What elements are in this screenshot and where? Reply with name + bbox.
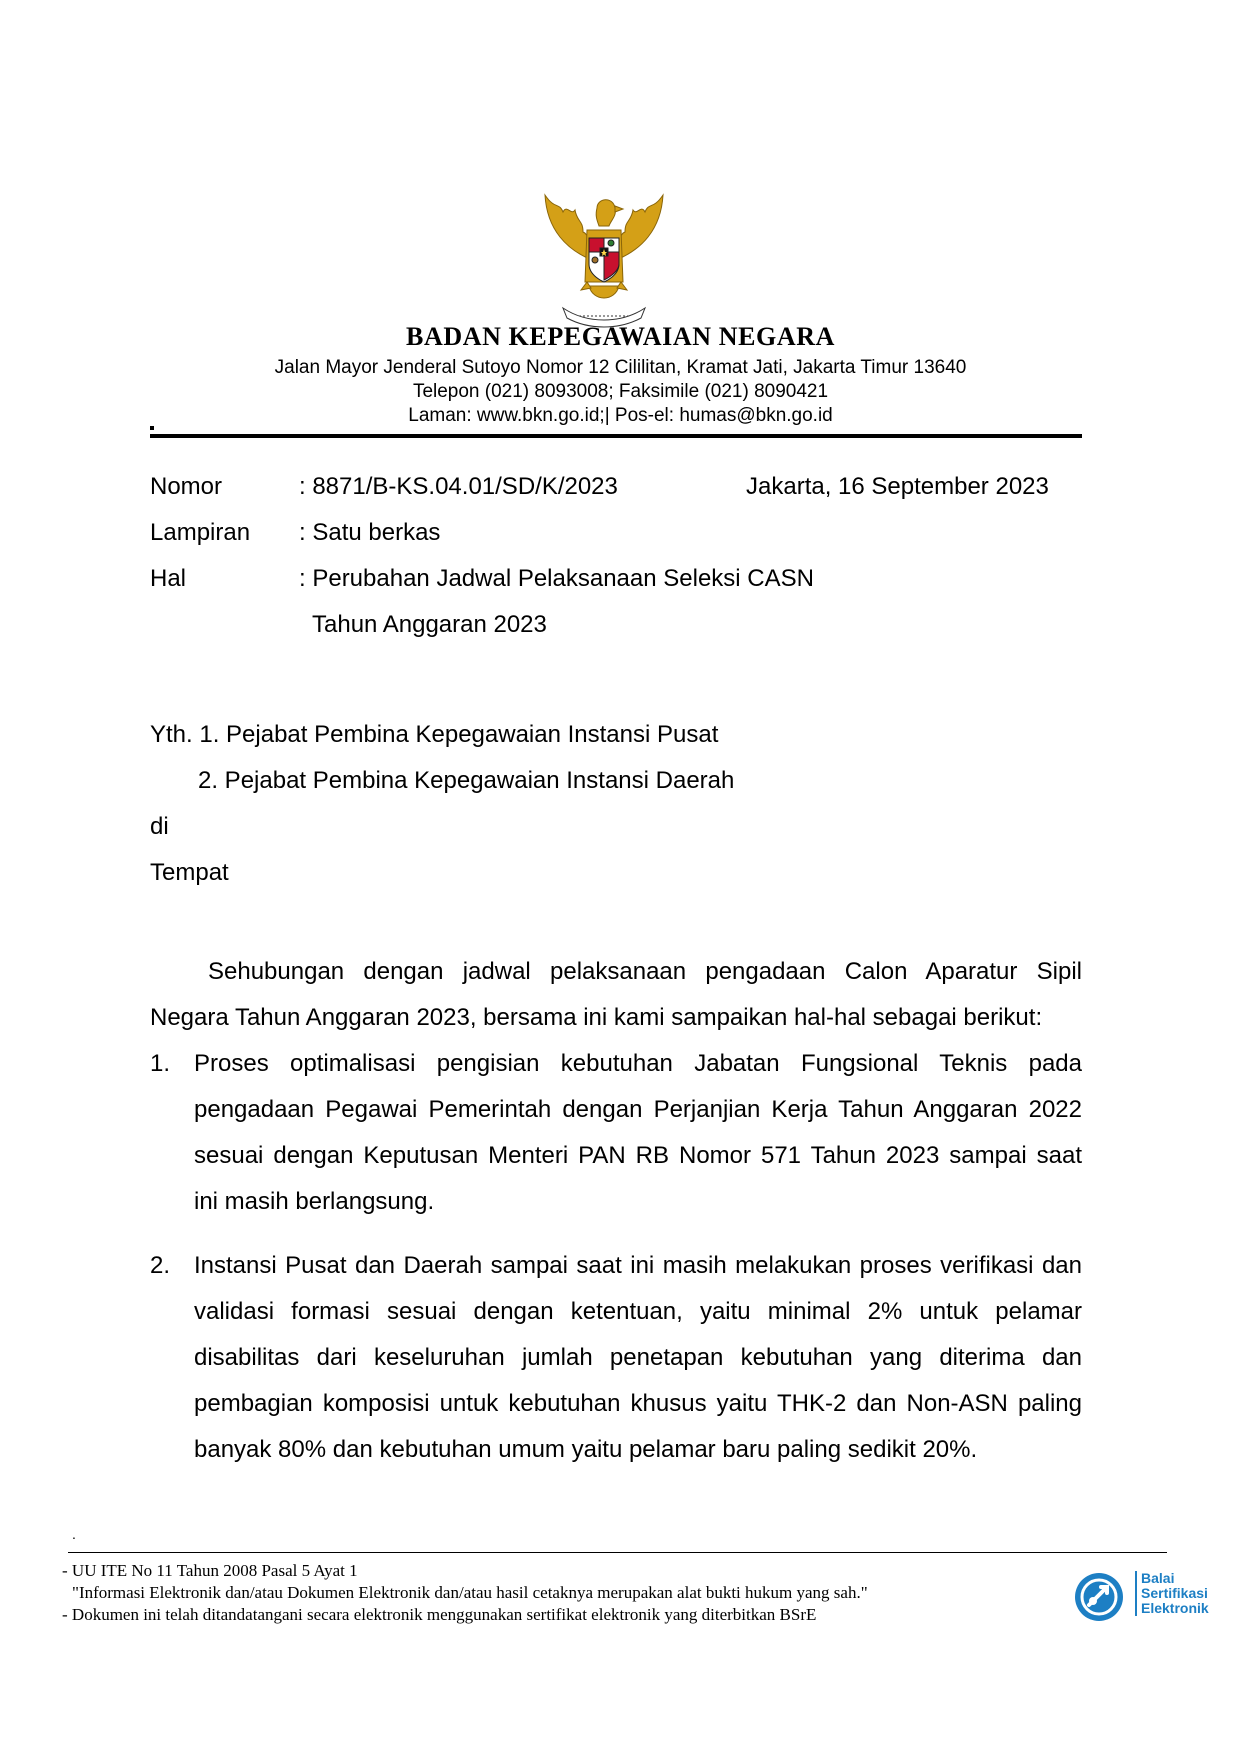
list-item (194, 1243, 1082, 1473)
list-item-line: ini masih berlangsung. (194, 1188, 435, 1215)
list-item-line: pembagian komposisi untuk kebutuhan khusus yaitu THK-2 dan Non-ASN paling (194, 1390, 1082, 1417)
letterhead-dot (150, 426, 154, 430)
nomor-value: : 8871/B-KS.04.01/SD/K/2023 (299, 473, 618, 500)
addressee-di: di (150, 813, 169, 840)
list-item-number: 1. (150, 1050, 171, 1077)
lampiran-label: Lampiran (150, 519, 251, 546)
hal-value-line-1: : Perubahan Jadwal Pelaksanaan Seleksi CASN (299, 565, 814, 592)
footer-law-quote: "Informasi Elektronik dan/atau Dokumen Elektronik dan/atau hasil cetaknya merupakan alat bukti hukum yang sah." (72, 1583, 868, 1602)
list-item (194, 1041, 1082, 1225)
bsre-label-line: Sertifikasi (1141, 1585, 1208, 1601)
intro-line-1: Sehubungan dengan jadwal pelaksanaan pengadaan Calon Aparatur Sipil (208, 958, 1082, 985)
addressee-line-1: Yth. 1. Pejabat Pembina Kepegawaian Instansi Pusat (150, 721, 719, 748)
nomor-label: Nomor (150, 473, 223, 500)
footer-divider (68, 1552, 1167, 1553)
footer-dot: . (72, 1526, 76, 1542)
bsre-logo-icon (1073, 1571, 1125, 1623)
list-item-line: banyak 80% dan kebutuhan umum yaitu pelamar baru paling sedikit 20%. (194, 1436, 978, 1463)
lampiran-value: : Satu berkas (299, 519, 441, 546)
list-item-number: 2. (150, 1252, 171, 1279)
footer-law-reference: - UU ITE No 11 Tahun 2008 Pasal 5 Ayat 1 (62, 1561, 358, 1580)
letterhead-phone-fax: Telepon (021) 8093008; Faksimile (021) 8090421 (412, 381, 829, 402)
bsre-label-line: Elektronik (1141, 1600, 1209, 1616)
list-item-line: sesuai dengan Keputusan Menteri PAN RB Nomor 571 Tahun 2023 sampai saat (194, 1142, 1082, 1169)
list-item-line: pengadaan Pegawai Pemerintah dengan Perjanjian Kerja Tahun Anggaran 2022 (194, 1096, 1082, 1123)
bsre-label-line: Balai (1141, 1570, 1175, 1586)
bsre-label (1135, 1571, 1209, 1616)
intro-line-2: Negara Tahun Anggaran 2023, bersama ini kami sampaikan hal-hal sebagai berikut: (150, 1004, 1043, 1031)
list-item-line: validasi formasi sesuai dengan ketentuan, yaitu minimal 2% untuk pelamar (194, 1298, 1082, 1325)
letterhead-web-email: Laman: www.bkn.go.id;| Pos-el: humas@bkn.go.id (408, 405, 833, 426)
list-item-line: disabilitas dari keseluruhan jumlah penetapan kebutuhan yang diterima dan (194, 1344, 1082, 1371)
footer-esign-note: - Dokumen ini telah ditandatangani secara elektronik menggunakan sertifikat elektronik yang diterbitkan BSrE (62, 1605, 817, 1624)
letterhead-address: Jalan Mayor Jenderal Sutoyo Nomor 12 Cililitan, Kramat Jati, Jakarta Timur 13640 (274, 357, 967, 378)
list-item-line: Proses optimalisasi pengisian kebutuhan Jabatan Fungsional Teknis pada (194, 1050, 1082, 1077)
hal-value-line-2: Tahun Anggaran 2023 (312, 611, 547, 638)
list-item-line: Instansi Pusat dan Daerah sampai saat ini masih melakukan proses verifikasi dan (194, 1252, 1082, 1279)
letter-date: Jakarta, 16 September 2023 (746, 473, 1049, 500)
hal-label: Hal (150, 565, 187, 592)
organization-name: BADAN KEPEGAWAIAN NEGARA (406, 322, 835, 351)
garuda-emblem-icon (537, 190, 671, 328)
addressee-line-2: 2. Pejabat Pembina Kepegawaian Instansi Daerah (198, 767, 735, 794)
addressee-tempat: Tempat (150, 859, 229, 886)
letterhead-divider (150, 434, 1082, 438)
